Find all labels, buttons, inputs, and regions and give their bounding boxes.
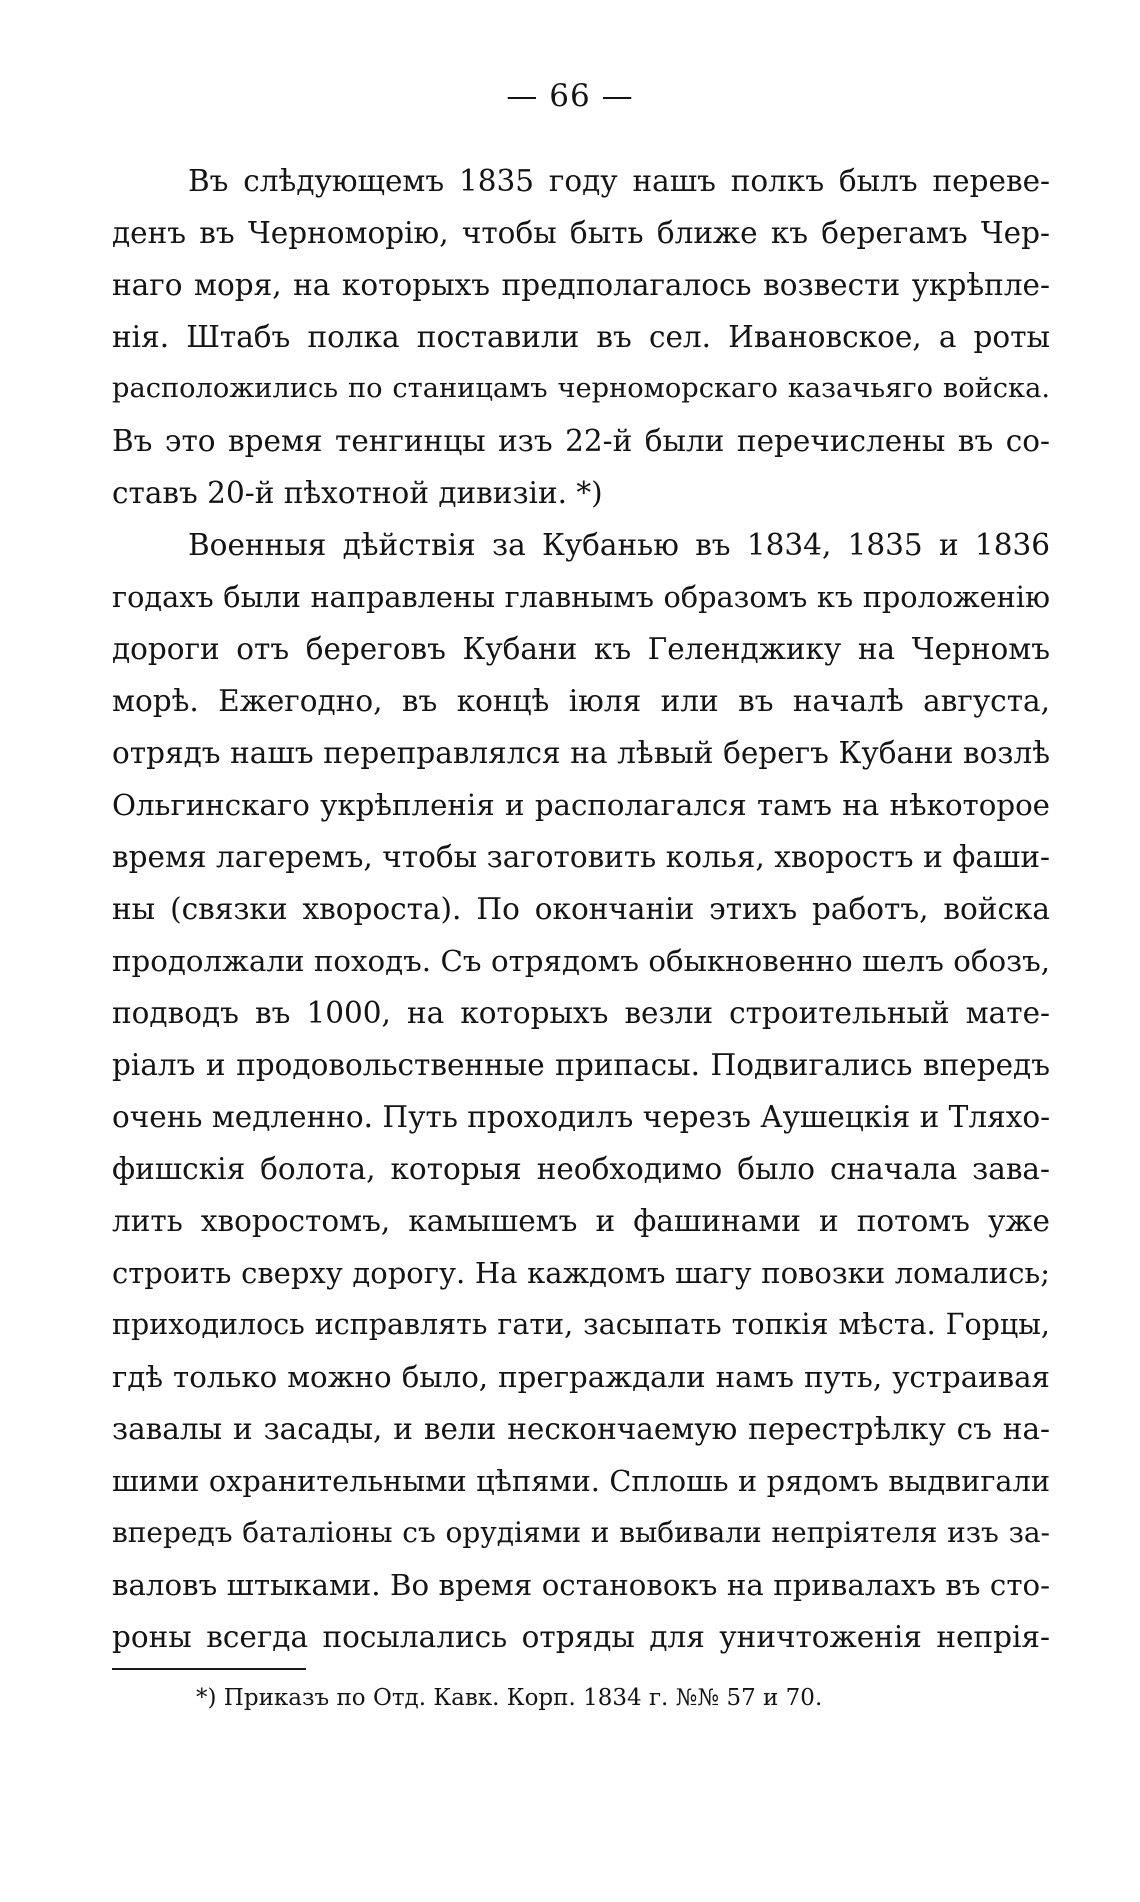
paragraph-line: расположились по станицамъ черноморскаго казачьяго войска. — [112, 373, 1050, 404]
paragraph-line: фишскія болота, которыя необходимо было сначала зава- — [112, 1152, 1050, 1186]
paragraph-line: отрядъ нашъ переправлялся на лѣвый берегъ Кубани возлѣ — [112, 736, 1050, 770]
paragraph-line: ставъ 20-й пѣхотной дивизіи. *) — [112, 476, 603, 510]
paragraph-line: завалы и засады, и вели нескончаемую перестрѣлку съ на- — [112, 1412, 1050, 1446]
paragraph-line: морѣ. Ежегодно, въ концѣ іюля или въ началѣ августа, — [112, 684, 1050, 718]
paragraph-line: впередъ баталіоны съ орудіями и выбивали непріятеля изъ за- — [112, 1516, 1050, 1549]
paragraph-line: Военныя дѣйствія за Кубанью въ 1834, 1835 и 1836 — [188, 528, 1050, 562]
paragraph-line: подводъ въ 1000, на которыхъ везли строительный мате- — [112, 996, 1050, 1030]
paragraph-line: шими охранительными цѣпями. Сплошь и рядомъ выдвигали — [112, 1464, 1050, 1498]
paragraph-line: Въ это время тенгинцы изъ 22-й были перечислены въ со- — [112, 424, 1050, 458]
paragraph-2 — [112, 519, 1050, 1663]
paragraph-line: строить сверху дорогу. На каждомъ шагу повозки ломались; — [112, 1256, 1050, 1290]
paragraph-line: денъ въ Черноморію, чтобы быть ближе къ берегамъ Чер- — [112, 216, 1050, 250]
paragraph-line: продолжали походъ. Съ отрядомъ обыкновенно шелъ обозъ, — [112, 944, 1050, 978]
paragraph-line: очень медленно. Путь проходилъ черезъ Аушецкія и Тляхо- — [112, 1100, 1050, 1134]
paragraph-line: наго моря, на которыхъ предполагалось возвести укрѣпле- — [112, 268, 1050, 302]
paragraph-1 — [112, 155, 1050, 519]
paragraph-line: лить хворостомъ, камышемъ и фашинами и потомъ уже — [112, 1204, 1050, 1238]
paragraph-line: ріалъ и продовольственные припасы. Подвигались впередъ — [112, 1048, 1050, 1082]
paragraph-line: время лагеремъ, чтобы заготовить колья, хворостъ и фаши- — [112, 840, 1050, 874]
paragraph-line: Въ слѣдующемъ 1835 году нашъ полкъ былъ переве- — [188, 164, 1050, 198]
paragraph-line: годахъ были направлены главнымъ образомъ къ проложенію — [112, 580, 1050, 614]
paragraph-line: роны всегда посылались отряды для уничтоженія непрія- — [112, 1620, 1050, 1654]
paragraph-line: Ольгинскаго укрѣпленія и располагался тамъ на нѣкоторое — [112, 788, 1050, 822]
page-number: — 66 — — [506, 78, 634, 114]
paragraph-line: нія. Штабъ полка поставили въ сел. Ивановское, а роты — [112, 320, 1050, 354]
paragraph-line: дороги отъ береговъ Кубани къ Геленджику на Черномъ — [112, 632, 1050, 666]
footnote: *) Приказъ по Отд. Кавк. Корп. 1834 г. №№ 57 и 70. — [196, 1685, 823, 1711]
paragraph-line: ны (связки хвороста). По окончаніи этихъ работъ, войска — [112, 892, 1050, 926]
paragraph-line: приходилось исправлять гати, засыпать топкія мѣста. Горцы, — [112, 1308, 1050, 1341]
footnote-divider — [112, 1668, 306, 1670]
paragraph-line: валовъ штыками. Во время остановокъ на привалахъ въ сто- — [112, 1568, 1050, 1602]
paragraph-line: гдѣ только можно было, преграждали намъ путь, устраивая — [112, 1360, 1050, 1394]
